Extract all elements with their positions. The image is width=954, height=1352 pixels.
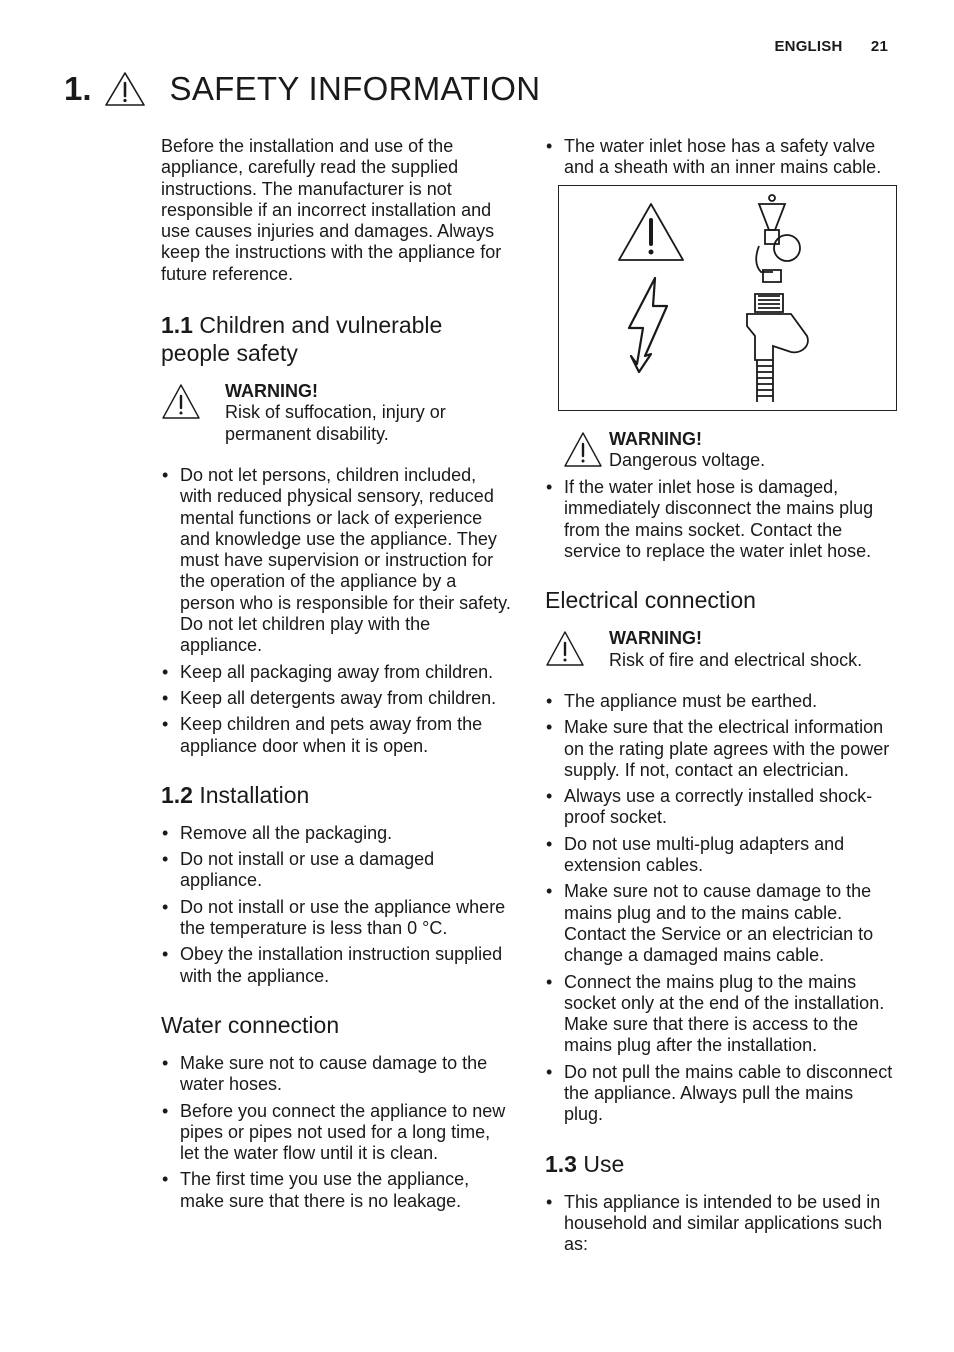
installation-list bbox=[161, 823, 513, 987]
list-item: • If the water inlet hose is damaged, immediately disconnect the mains plug from the mains socket. Contact the service to replace the water inlet hose. bbox=[545, 477, 897, 562]
water-list-after bbox=[545, 477, 897, 562]
electrical-list bbox=[545, 691, 897, 1126]
right-column bbox=[545, 136, 897, 1280]
water-list bbox=[161, 1053, 513, 1212]
list-item: • Make sure that the electrical information on the rating plate agrees with the power supply. If not, contact an electrician. bbox=[545, 717, 897, 781]
list-item: • Keep all packaging away from children. bbox=[161, 662, 513, 683]
list-item: • The water inlet hose has a safety valve and a sheath with an inner mains cable. bbox=[545, 136, 897, 179]
list-item: • Connect the mains plug to the mains socket only at the end of the installation. Make sure that there is access to the mains plug after the installation. bbox=[545, 972, 897, 1057]
list-item: • Obey the installation instruction supplied with the appliance. bbox=[161, 944, 513, 987]
section-number: 1.1 bbox=[161, 312, 193, 339]
water-list-continued bbox=[545, 136, 897, 179]
warning-title: WARNING! bbox=[225, 381, 318, 402]
left-column bbox=[161, 136, 513, 1236]
warning-text: Risk of suffocation, injury or permanent disability. bbox=[225, 402, 446, 444]
figure-graphic bbox=[559, 186, 893, 410]
use-list bbox=[545, 1192, 897, 1256]
page-header bbox=[750, 38, 888, 55]
warning-title: WARNING! bbox=[609, 428, 702, 449]
warning-text: Risk of fire and electrical shock. bbox=[609, 649, 863, 670]
warning-triangle-icon bbox=[161, 383, 201, 421]
lightning-bolt-icon bbox=[629, 278, 667, 372]
list-item: • Do not let persons, children included, with reduced physical sensory, reduced mental functions or lack of experience and knowledge use the appliance. They must have supervision or instruction for the operation of the appliance by a person who is responsible for their safety. Do not let children play with the appliance. bbox=[161, 465, 513, 657]
warning-box bbox=[161, 381, 513, 445]
warning-title: WARNING! bbox=[609, 628, 702, 649]
list-item: • Do not pull the mains cable to disconnect the appliance. Always pull the mains plug. bbox=[545, 1062, 897, 1126]
section-heading-use bbox=[545, 1150, 897, 1178]
inlet-hose-icon bbox=[747, 294, 808, 402]
warning-triangle-icon bbox=[619, 204, 683, 260]
list-item: • Do not install or use the appliance where the temperature is less than 0 °C. bbox=[161, 897, 513, 940]
section-number: 1.3 bbox=[545, 1150, 577, 1177]
section-heading-installation bbox=[161, 781, 513, 809]
warning-box bbox=[545, 628, 897, 671]
list-item: • Remove all the packaging. bbox=[161, 823, 513, 844]
section-heading-water: Water connection bbox=[161, 1011, 340, 1038]
inlet-hose-figure bbox=[558, 185, 897, 411]
list-item: • Do not use multi-plug adapters and extension cables. bbox=[545, 834, 897, 877]
page-number: 21 bbox=[870, 38, 888, 55]
list-item: • This appliance is intended to be used in household and similar applications such as: bbox=[545, 1192, 897, 1256]
section-title: Installation bbox=[199, 781, 310, 808]
list-item: • Make sure not to cause damage to the mains plug and to the mains cable. Contact the Service or an electrician to change a damaged mains cable. bbox=[545, 881, 897, 966]
list-item: • Before you connect the appliance to new pipes or pipes not used for a long time, let the water flow until it is clean. bbox=[161, 1101, 513, 1165]
list-item: • The first time you use the appliance, make sure that there is no leakage. bbox=[161, 1169, 513, 1212]
list-item: • Keep all detergents away from children. bbox=[161, 688, 513, 709]
section-title: Use bbox=[583, 1150, 625, 1177]
warning-box bbox=[563, 429, 897, 472]
warning-triangle-icon bbox=[545, 630, 585, 668]
language-label: ENGLISH bbox=[774, 38, 843, 55]
section-title: Children and vulnerable people safety bbox=[161, 312, 443, 367]
warning-text: Dangerous voltage. bbox=[609, 449, 766, 470]
list-item: • Make sure not to cause damage to the water hoses. bbox=[161, 1053, 513, 1096]
warning-triangle-icon bbox=[104, 71, 146, 107]
list-item: • Always use a correctly installed shock-proof socket. bbox=[545, 786, 897, 829]
children-list bbox=[161, 465, 513, 757]
list-item: • Keep children and pets away from the appliance door when it is open. bbox=[161, 714, 513, 757]
list-item: • Do not install or use a damaged appliance. bbox=[161, 849, 513, 892]
section-heading-electrical: Electrical connection bbox=[545, 587, 756, 614]
water-tap-icon bbox=[756, 195, 800, 282]
warning-triangle-icon bbox=[563, 431, 603, 469]
section-heading-children bbox=[161, 311, 513, 367]
chapter-heading: SAFETY INFORMATION bbox=[169, 70, 541, 107]
chapter-title bbox=[64, 66, 540, 112]
intro-paragraph: Before the installation and use of the appliance, carefully read the supplied instructions. The manufacturer is not responsible if an incorrect installation and use causes injuries and damages. Always keep the instructions with the appliance for future reference. bbox=[161, 136, 502, 284]
section-number: 1.2 bbox=[161, 781, 193, 808]
list-item: • The appliance must be earthed. bbox=[545, 691, 897, 712]
chapter-number: 1. bbox=[64, 70, 92, 107]
